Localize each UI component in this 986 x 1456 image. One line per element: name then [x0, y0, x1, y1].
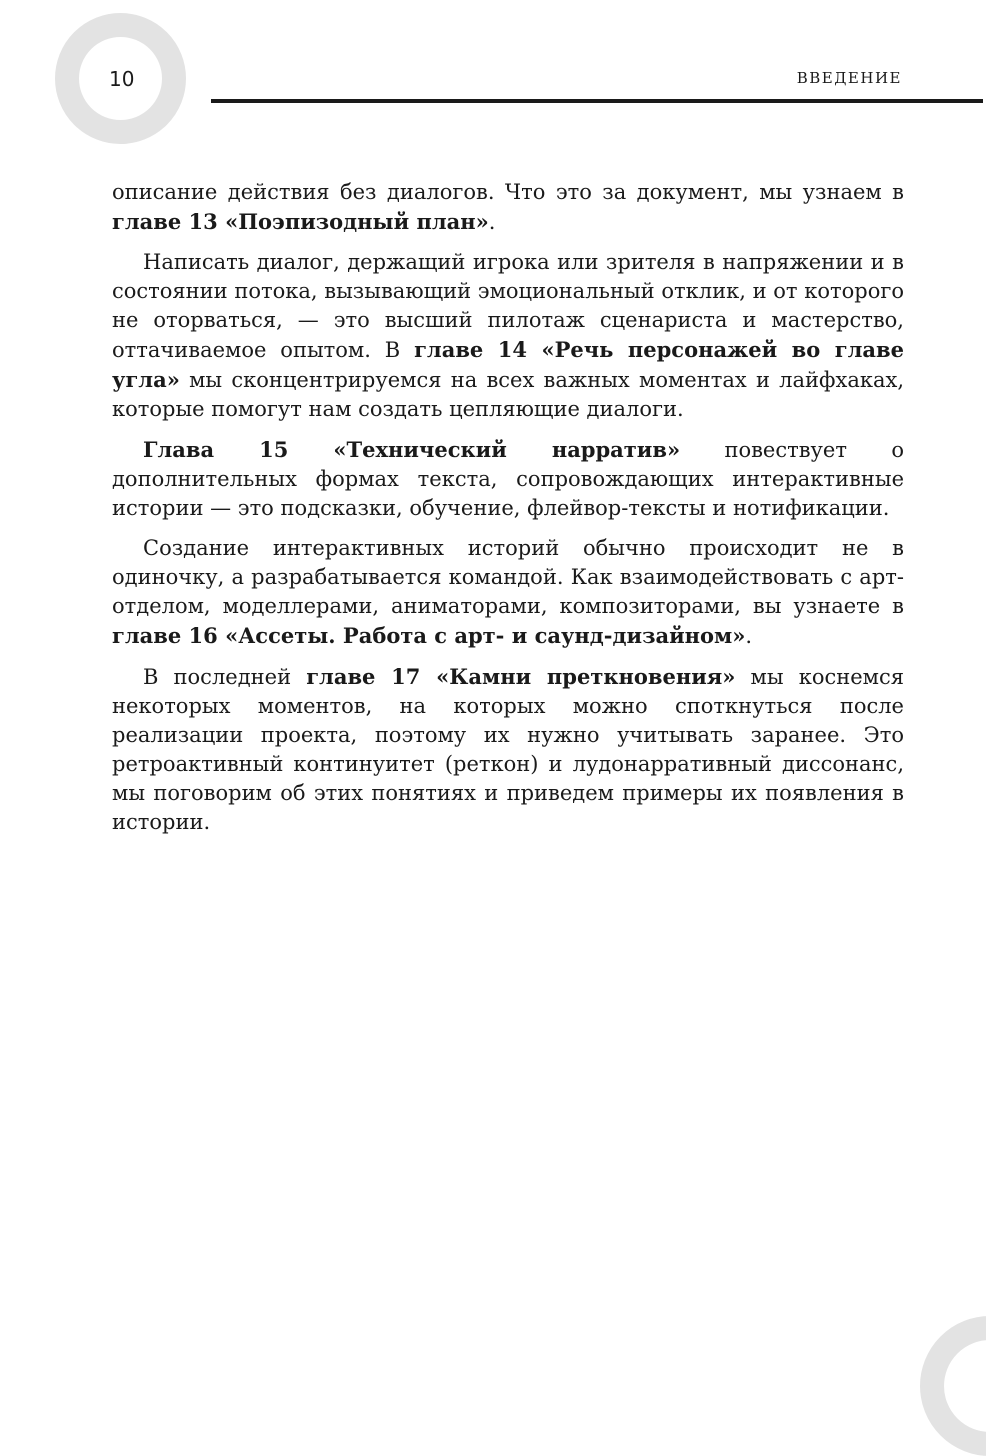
paragraph-text: . [488, 210, 496, 234]
paragraph-text: мы сконцентрируемся на всех важных моментах и лайфхаках, которые помогут нам создать цепляющие диалоги. [112, 368, 904, 421]
paragraph-text: В последней [143, 665, 307, 689]
header-rule [211, 99, 983, 103]
decorative-ring-bottom [920, 1316, 986, 1456]
page-number: 10 [109, 67, 135, 91]
chapter-reference: главе 14 «Речь персонажей во главе угла» [112, 337, 904, 392]
chapter-reference: главе 13 «Поэпизодный план» [112, 209, 489, 234]
paragraph-text: Написать диалог, держащий игрока или зрителя в напряжении и в состоянии потока, вызывающий эмоциональный отклик, и от которого не оторваться, — это высший пилотаж сценариста и мастерство, оттачиваемое опытом. В [112, 250, 904, 362]
paragraph-4 [112, 534, 904, 651]
paragraph-text: . [745, 624, 753, 648]
paragraph-text: повествует о дополнительных формах текста, сопровождающих интерактивные истории — это подсказки, обучение, флейвор-тексты и нотификации. [112, 438, 904, 520]
paragraph-1 [112, 178, 904, 237]
paragraph-text: мы коснемся некоторых моментов, на которых можно споткнуться после реализации проекта, поэтому их нужно учитывать заранее. Это ретроактивный континуитет (реткон) и лудонарративный диссонанс, мы поговорим об этих понятиях и приведем примеры их появления в истории. [112, 665, 904, 834]
chapter-reference: главе 17 «Камни преткновения» [306, 664, 736, 689]
chapter-reference: главе 16 «Ассеты. Работа с арт- и саунд-дизайном» [112, 623, 746, 648]
running-head: ВВЕДЕНИЕ [796, 69, 902, 87]
paragraph-text: описание действия без диалогов. Что это за документ, мы узнаем в [112, 180, 904, 204]
paragraph-5 [112, 662, 904, 837]
body-text [112, 178, 904, 848]
chapter-reference: Глава 15 «Технический нарратив» [143, 437, 681, 462]
paragraph-2 [112, 248, 904, 424]
paragraph-text: Создание интерактивных историй обычно происходит не в одиночку, а разрабатывается командой. Как взаимодействовать с арт-отделом, моделлерами, аниматорами, композиторами, вы узнаете в [112, 536, 904, 618]
paragraph-3 [112, 435, 904, 523]
